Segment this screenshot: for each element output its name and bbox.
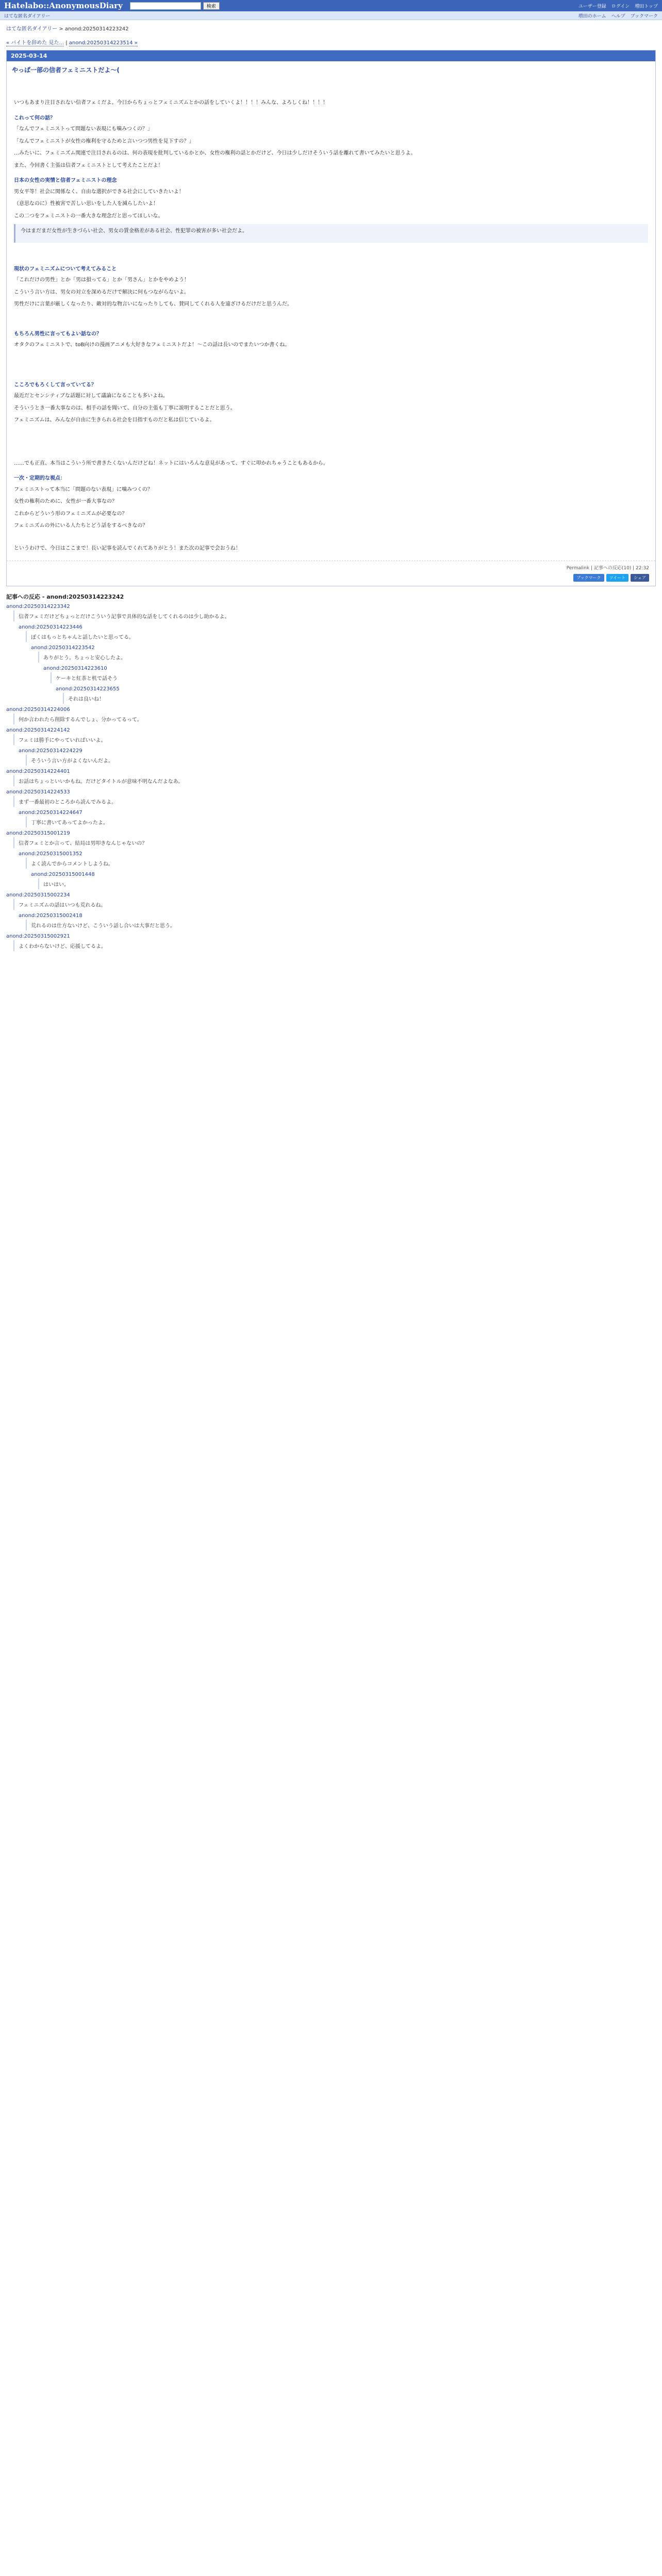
reference-text: 信者フェミとか言って、結局は男叩きなんじゃないの？	[13, 837, 656, 848]
entry-body	[7, 78, 655, 561]
reference-item	[19, 624, 656, 642]
reference-item	[6, 892, 656, 910]
reference-item	[6, 769, 656, 786]
heading-what: これって何の話？	[14, 115, 55, 121]
ex-2: こういう言い方は、男女の対立を深めるだけで解決に何もつながらないよ。	[14, 289, 189, 295]
reference-link[interactable]: anond:20250315001352	[19, 851, 82, 857]
closing-text: ……でも正直、本当はこういう所で書きたくないんだけどね！ネットにはいろんな意見があって、すぐに叩かれちゃうこともあるから。	[14, 460, 328, 466]
final-text: というわけで、今日はここまで！長い記事を読んでくれてありがとう！また次の記事で会おうね！	[14, 545, 241, 551]
reference-text: フェミニズムの話はいつも荒れるね。	[13, 899, 656, 910]
heading-ex: 現状のフェミニズムについて考えてみること	[14, 266, 117, 272]
reference-text: 丁寧に書いてあってよかったよ。	[26, 817, 656, 827]
share-buttons	[7, 574, 655, 586]
heading-end: こころでもろくして言っていてる？	[14, 382, 96, 388]
reference-text: 何か言われたら削除するんでしょ、分かってるって。	[13, 714, 656, 724]
list-item-2: 女性の権利のために、女性が一番大事なの？	[14, 499, 117, 504]
reference-list	[0, 604, 662, 1737]
end-1: 最近だとセンシティブな話題に対して議論になることも多いよね。	[14, 393, 168, 399]
breadcrumb-sep: >	[59, 26, 65, 32]
site-logo[interactable]: Hatelabo::AnonymousDiary	[4, 1, 123, 10]
reference-link[interactable]: anond:20250314224229	[19, 748, 82, 754]
header-links	[578, 3, 658, 9]
bookmark-link[interactable]: ブックマーク	[630, 13, 658, 19]
list-title: 一次・定期的な視点：	[14, 476, 65, 481]
reference-link[interactable]: anond:20250314223446	[19, 624, 82, 630]
reference-link[interactable]: anond:20250314223342	[6, 604, 70, 609]
basic-3: この二つをフェミニストの一番大きな理念だと思ってほしいな。	[14, 213, 163, 219]
reference-item	[6, 789, 656, 807]
entry-title-link[interactable]: やっぱ一部の信者フェミニストだよ〜(	[12, 66, 120, 74]
reference-item	[43, 666, 656, 683]
reference-text: ありがとう。ちょっと安心したよ。	[38, 652, 656, 663]
reference-text: はいはい。	[38, 878, 656, 889]
reference-item	[19, 810, 656, 827]
end-2: そういうとき一番大事なのは、相手の話を聞いて、自分の主張も丁寧に説明することだと思う。	[14, 405, 236, 411]
ex-3: 男性だけに言葉が厳しくなったり、敵対的な物言いになったりしても、賛同してくれる人を遠ざけるだけだと思うんだ。	[14, 301, 292, 307]
site-name-link[interactable]: はてな匿名ダイアリー	[4, 13, 51, 19]
next-entry-link[interactable]: anond:20250314223514 »	[69, 40, 138, 46]
entry-nav: « バイトを辞めた 見た... | anond:20250314223514 »	[6, 40, 138, 46]
end-3: フェミニズムは、みんなが自由に生きられる社会を目指すものだと私は信じているよ。	[14, 417, 215, 423]
entry-section	[6, 50, 656, 586]
reference-text: それは良いね！	[63, 693, 656, 704]
references-title: 記事への反応 - anond:20250314223242	[6, 594, 124, 600]
basic-2: （意思なのに）性被害で苦しい思いをした人を減らしたいよ！	[14, 201, 158, 207]
reference-text: 信者フェミだけどちょっとだけこういう記事で具体的な話をしてくれるのは少し助かるよ。	[13, 611, 656, 621]
reference-link[interactable]: anond:20250315001219	[6, 831, 70, 836]
entry-signature[interactable]: Permalink | 記事への反応(10) | 22:32	[7, 561, 655, 574]
reference-link[interactable]: anond:20250314224142	[6, 727, 70, 733]
sub-bar	[0, 11, 662, 20]
top-header	[0, 0, 662, 11]
reference-item	[19, 748, 656, 766]
q-body: オタクのフェミニストで、toB向けの漫画アニメも大好きなフェミニストだよ！〜この話は長いのでまたいつか書くね。	[14, 342, 290, 348]
reference-link[interactable]: anond:20250315002921	[6, 934, 70, 939]
paragraph-1: …みたいに、フェミニズム関連で注目されるのは、何の表現を批判しているかとか、女性の権利の話とかだけど、今日は少しだけそういう話を離れて書いてみたいと思うよ。	[14, 150, 416, 156]
reference-item	[6, 604, 656, 621]
intro-text: いつもあまり注目されない信者フェミだよ。今日からちょっとフェミニズムとかの話をしていくよ！！！！みんな、よろしくね！！！！	[14, 100, 328, 106]
paragraph-2: また、今回書く主張は信者フェミニストとして考えたことだよ！	[14, 162, 163, 168]
tweet-button[interactable]: ツイート	[606, 574, 629, 582]
entry-title	[7, 61, 655, 78]
ex-1: 「これだけの男性」とか「男は損ってる」とか「男さん」とかをやめよう！	[14, 277, 189, 283]
search-input[interactable]	[130, 2, 201, 10]
list-item-4: フェミニズムの外にいる人たちとどう話をするべきなの？	[14, 523, 148, 529]
quote-block	[14, 224, 648, 243]
breadcrumb-entry: anond:20250314223242	[64, 26, 129, 32]
reference-text: よく読んでからコメントしようね。	[26, 858, 656, 869]
prev-entry-link[interactable]: « バイトを辞めた 見た...	[6, 40, 64, 46]
basic-1: 男女平等！社会に関係なく、自由な選択ができる社会にしていきたいよ！	[14, 189, 184, 195]
bookmark-share-button[interactable]: ブックマーク	[573, 574, 604, 582]
basic-4: 今はまだまだ女性が生きづらい社会、男女の賃金格差がある社会、性犯罪の被害が多い社会だよ。	[21, 228, 247, 234]
reference-text: 荒れるのは仕方ないけど、こういう話し合いは大事だと思う。	[26, 920, 656, 930]
breadcrumb-site[interactable]: はてな匿名ダイアリー	[6, 26, 58, 32]
reference-item	[19, 851, 656, 869]
search-button[interactable]: 検索	[203, 2, 220, 10]
help-link[interactable]: ヘルプ	[611, 13, 625, 19]
reference-item	[6, 727, 656, 745]
reference-item	[31, 872, 656, 889]
reference-link[interactable]: anond:20250314224006	[6, 707, 70, 713]
reference-item	[31, 645, 656, 663]
reference-text: そういう言い方がよくないんだよ。	[26, 755, 656, 766]
reference-text: よくわからないけど、応援してるよ。	[13, 940, 656, 951]
reference-item	[19, 913, 656, 930]
heading-basic: 日本の女性の実情と信者フェミニストの理念	[14, 178, 117, 183]
question-1: 「なんでフェミニストって問題ない表現にも噛みつくの？」	[14, 126, 153, 132]
register-link[interactable]: ユーザー登録	[578, 4, 606, 9]
entry-date: 2025-03-14	[7, 50, 655, 61]
reference-link[interactable]: anond:20250314224401	[6, 769, 70, 774]
list-item-3: これからどういう形のフェミニズムが必要なの？	[14, 511, 127, 517]
question-2: 「なんでフェミニストが女性の権利を守るためと言いつつ男性を見下すの？」	[14, 138, 194, 144]
facebook-share-button[interactable]: シェア	[631, 574, 649, 582]
subbar-links	[578, 12, 658, 19]
login-link[interactable]: ログイン	[611, 4, 630, 9]
top-link[interactable]: 増田トップ	[635, 4, 658, 9]
reference-item	[6, 831, 656, 848]
list-item-1: フェミニストって本当に「問題のない表現」に噛みつくの？	[14, 486, 153, 493]
reference-text: まず一番最初のところから読んでみるよ。	[13, 796, 656, 807]
reference-link[interactable]: anond:20250314223610	[43, 666, 107, 671]
reference-text: ぼくはもっとちゃんと話したいと思ってる。	[26, 631, 656, 642]
reference-text: お話はちょっといいかもね。だけどタイトルが意味不明なんだよなあ。	[13, 775, 656, 786]
reference-link[interactable]: anond:20250314224533	[6, 789, 70, 795]
reference-item	[6, 934, 656, 951]
reference-link[interactable]: anond:20250315002418	[19, 913, 82, 919]
reference-item	[6, 707, 656, 724]
reference-link[interactable]: anond:20250315001448	[31, 872, 95, 877]
reference-link[interactable]: anond:20250314224647	[19, 810, 82, 816]
reference-item	[56, 686, 656, 704]
heading-q: もちろん男性に言ってもよい話なの？	[14, 331, 102, 337]
reference-text: ケーキと紅茶と机で話そう	[51, 672, 656, 683]
reference-text: フェミは勝手にやっていればいいよ。	[13, 734, 656, 745]
breadcrumb	[0, 20, 662, 34]
reference-link[interactable]: anond:20250315002234	[6, 892, 70, 898]
reference-link[interactable]: anond:20250314223655	[56, 686, 120, 692]
home-link[interactable]: 増田のホーム	[578, 13, 606, 19]
reference-link[interactable]: anond:20250314223542	[31, 645, 95, 651]
